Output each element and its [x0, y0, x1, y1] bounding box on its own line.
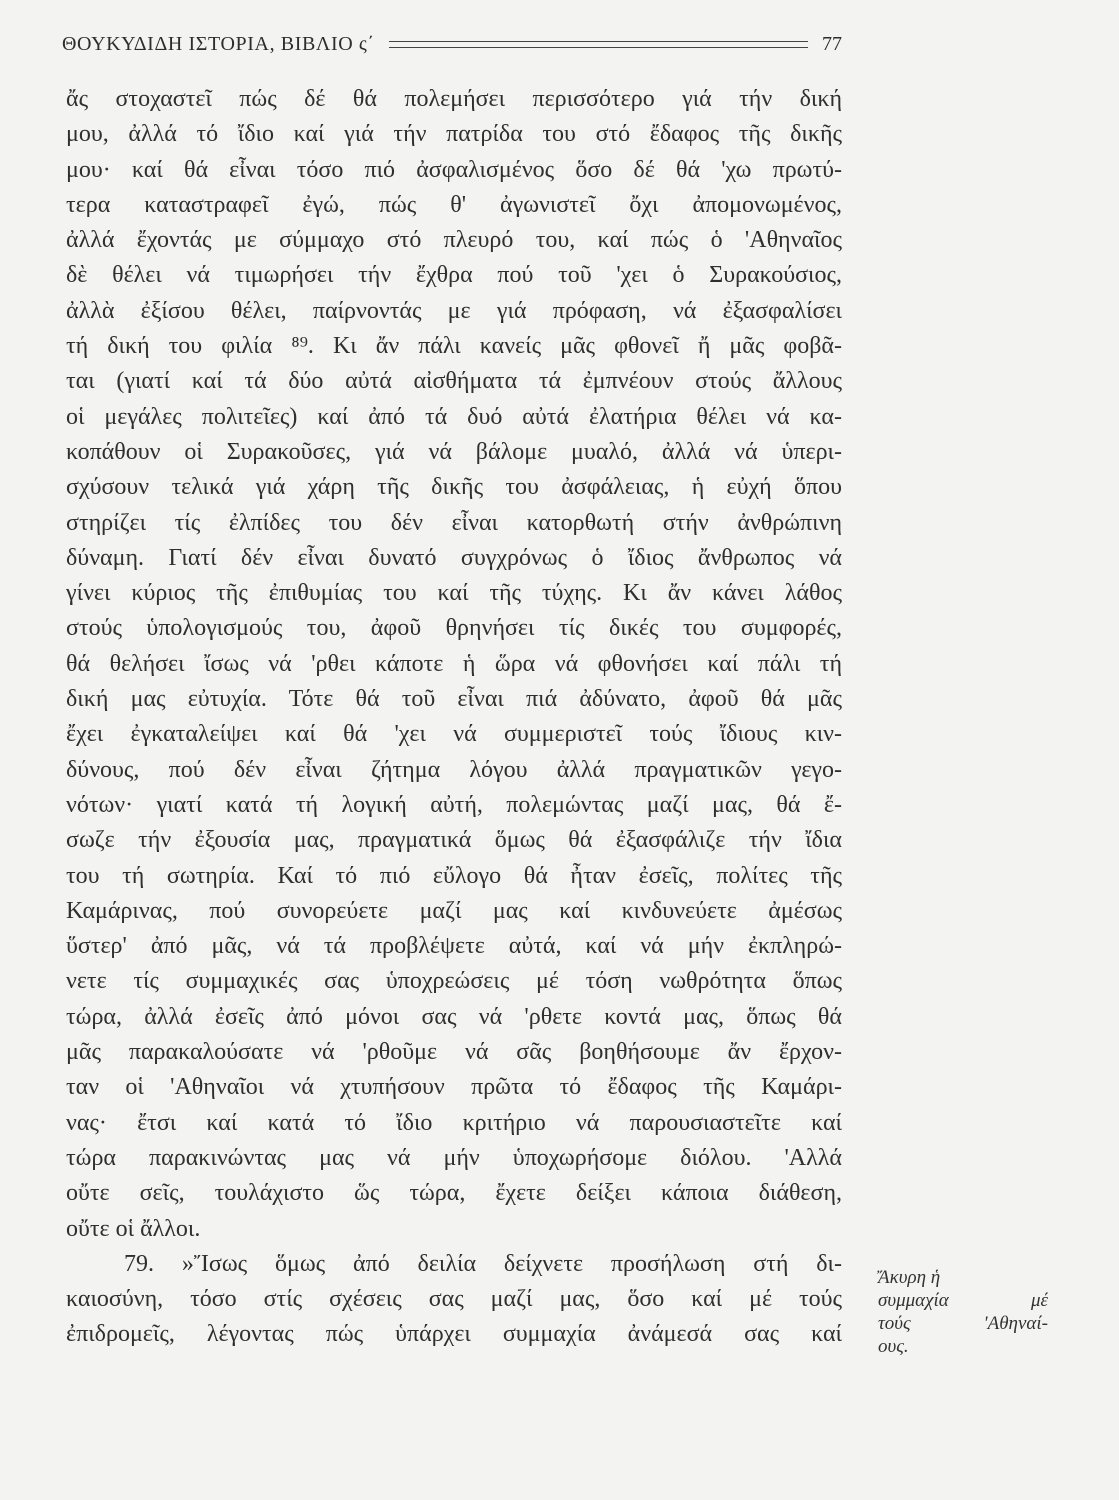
text-line: ἀλλὰ ἐξίσου θέλει, παίρνοντάς με γιά πρόφαση, νά ἐξασφαλίσει: [66, 297, 842, 324]
text-line: τώρα, ἀλλά ἐσεῖς ἀπό μόνοι σας νά 'ρθετε κοντά μας, ὅπως θά: [66, 1003, 842, 1030]
text-line: στηρίζει τίς ἐλπίδες του δέν εἶναι κατορθωτή στήν ἀνθρώπινη: [66, 509, 842, 536]
text-line: σωζε τήν ἐξουσία μας, πραγματικά ὅμως θά ἐξασφάλιζε τήν ἴδια: [66, 827, 842, 854]
text-line: γίνει κύριος τῆς ἐπιθυμίας του καί τῆς τύχης. Κι ἄν κάνει λάθος: [66, 580, 842, 607]
text-line: τή δική του φιλία ⁸⁹. Κι ἄν πάλι κανείς μᾶς φθονεῖ ἤ μᾶς φοβᾶ-: [66, 333, 842, 360]
text-line: οὔτε σεῖς, τουλάχιστο ὥς τώρα, ἔχετε δείξει κάποια διάθεση,: [66, 1180, 842, 1207]
paragraph-end-line: οὔτε οἱ ἄλλοι.: [66, 1215, 201, 1242]
text-line: καιοσύνη, τόσο στίς σχέσεις σας μαζί μας, ὅσο καί μέ τούς: [66, 1286, 842, 1313]
running-head: [62, 30, 842, 58]
text-line: Καμάρινας, πού συνορεύετε μαζί μας καί κινδυνεύετε ἀμέσως: [66, 897, 842, 924]
text-line: δύνους, πού δέν εἶναι ζήτημα λόγου ἀλλά πραγματικῶν γεγο-: [66, 756, 842, 783]
page-number: 77: [822, 32, 842, 55]
text-line: μου, ἀλλά τό ἴδιο καί γιά τήν πατρίδα του στό ἔδαφος τῆς δικῆς: [66, 121, 842, 148]
text-line: ἔχει ἐγκαταλείψει καί θά 'χει νά συμμεριστεῖ τούς ἴδιους κιν-: [66, 721, 842, 748]
text-line: σχύσουν τελικά γιά χάρη τῆς δικῆς του ἀσφάλειας, ἡ εὐχή ὅπου: [66, 474, 842, 501]
text-line: ἄς στοχαστεῖ πώς δέ θά πολεμήσει περισσότερο γιά τήν δική: [66, 86, 842, 112]
text-line: νετε τίς συμμαχικές σας ὑποχρεώσεις μέ τόση νωθρότητα ὅπως: [66, 968, 842, 995]
text-line: δική μας εὐτυχία. Τότε θά τοῦ εἶναι πιά ἀδύνατο, ἀφοῦ θά μᾶς: [66, 686, 842, 713]
running-head-title: ΘΟΥΚΥΔΙΔΗ ΙΣΤΟΡΙΑ, ΒΙΒΛΙΟ ς΄: [62, 32, 375, 55]
text-line: ται (γιατί καί τά δύο αὐτά αἰσθήματα τά ἐμπνέουν στούς ἄλλους: [66, 368, 842, 395]
text-line: μᾶς παρακαλούσατε νά 'ρθοῦμε νά σᾶς βοηθήσουμε ἄν ἔρχον-: [66, 1039, 842, 1066]
text-line: θά θελήσει ἴσως νά 'ρθει κάποτε ἡ ὥρα νά φθονήσει καί πάλι τή: [66, 650, 842, 677]
text-line: στούς ὑπολογισμούς του, ἀφοῦ θρηνήσει τίς δικές του συμφορές,: [66, 615, 842, 642]
text-line: δὲ θέλει νά τιμωρήσει τήν ἔχθρα πού τοῦ 'χει ὁ Συρακούσιος,: [66, 262, 842, 289]
header-double-rule: [389, 41, 808, 48]
margin-note-line: συμμαχία μέ: [878, 1290, 1048, 1311]
text-line: ταν οἱ 'Αθηναῖοι νά χτυπήσουν πρῶτα τό ἔδαφος τῆς Καμάρι-: [66, 1074, 842, 1101]
text-line: ὕστερ' ἀπό μᾶς, νά τά προβλέψετε αὐτά, καί νά μήν ἐκπληρώ-: [66, 933, 842, 960]
text-line: νότων· γιατί κατά τή λογική αὐτή, πολεμώντας μαζί μας, θά ἔ-: [66, 791, 842, 818]
text-line: μου· καί θά εἶναι τόσο πιό ἀσφαλισμένος ὅσο δέ θά 'χω πρωτύ-: [66, 156, 842, 183]
text-line: τώρα παρακινώντας μας νά μήν ὑποχωρήσομε διόλου. 'Αλλά: [66, 1144, 842, 1171]
text-line: οἱ μεγάλες πολιτεῖες) καί ἀπό τά δυό αὐτά ἐλατήρια θέλει νά κα-: [66, 403, 842, 430]
margin-note-line: Ἄκυρη ἡ: [878, 1267, 941, 1288]
text-line: του τή σωτηρία. Καί τό πιό εὔλογο θά ἦταν ἐσεῖς, πολίτες τῆς: [66, 862, 842, 889]
main-text: [66, 82, 842, 1353]
margin-note: [878, 1266, 1048, 1358]
margin-note-line: ους.: [878, 1336, 909, 1357]
text-line: δύναμη. Γιατί δέν εἶναι δυνατό συγχρόνως ὁ ἴδιος ἄνθρωπος νά: [66, 544, 842, 571]
text-line: ἀλλά ἔχοντάς με σύμμαχο στό πλευρό του, καί πώς ὁ 'Αθηναῖος: [66, 227, 842, 254]
text-line: νας· ἔτσι καί κατά τό ἴδιο κριτήριο νά παρουσιαστεῖτε καί: [66, 1109, 842, 1136]
margin-note-line: τούς 'Αθηναί-: [878, 1313, 1048, 1334]
section-79-first-line: 79. »Ἴσως ὅμως ἀπό δειλία δείχνετε προσήλωση στή δι-: [124, 1250, 842, 1277]
text-line: ἐπιδρομεῖς, λέγοντας πώς ὑπάρχει συμμαχία ἀνάμεσά σας καί: [66, 1321, 842, 1348]
text-line: κοπάθουν οἱ Συρακοῦσες, γιά νά βάλομε μυαλό, ἀλλά νά ὑπερι-: [66, 438, 842, 465]
text-line: τερα καταστραφεῖ ἐγώ, πώς θ' ἀγωνιστεῖ ὄχι ἀπομονωμένος,: [66, 191, 842, 218]
